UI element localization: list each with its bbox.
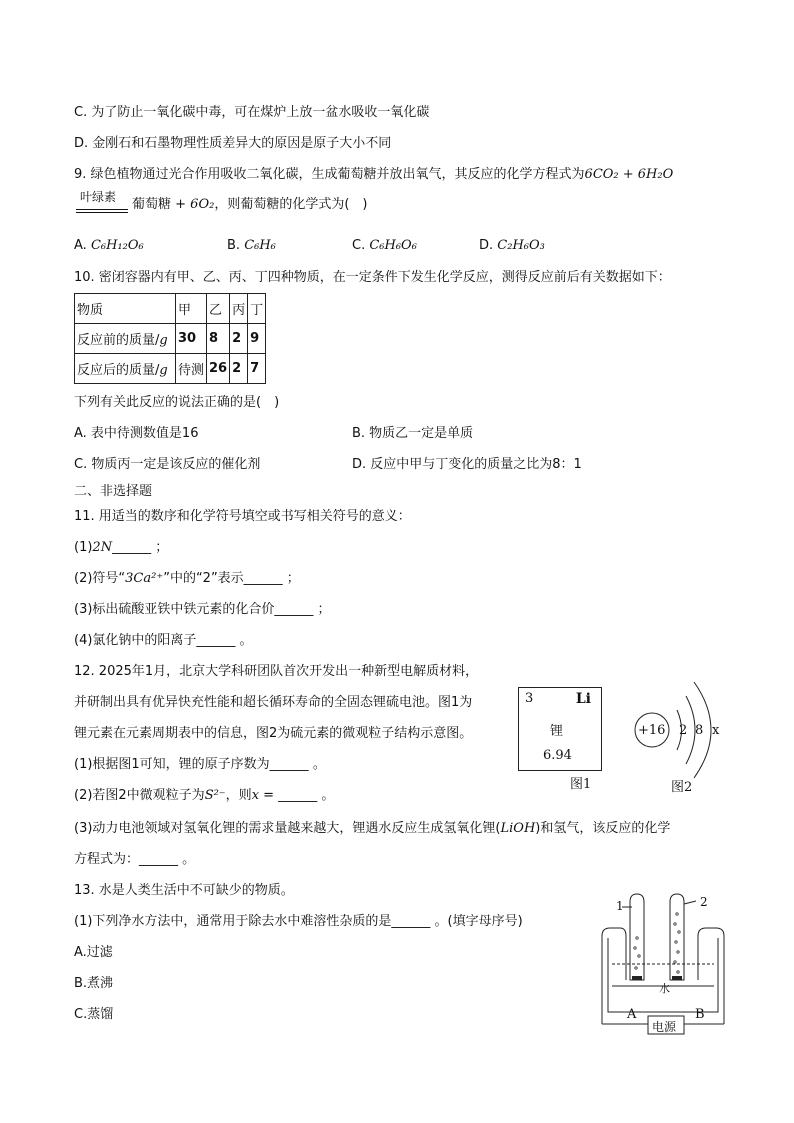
fig3-power-label: 电源 [652,1020,677,1034]
q12-part2-blank: = ______ 。 [259,788,335,803]
q12-stem-line1: 12. 2025年1月，北京大学科研团队首次开发出一种新型电解质材料， [74,664,479,679]
fig3-label-2: 2 [700,895,708,909]
q12-part2-x: x [251,788,260,803]
q12-part3-line2: 方程式为：______ 。 [74,852,196,867]
fig3-beaker [608,938,718,1012]
q13-option-c: C.蒸馏 [74,1007,114,1022]
q11-part2-symbol: 3Ca²⁺ [125,571,164,586]
q13-part1: (1)下列净水方法中，通常用于除去水中难溶性杂质的是______ 。(填字母序号) [74,914,523,929]
q12-stem-line3: 锂元素在元素周期表中的信息，图2为硫元素的微观粒子结构示意图。 [74,726,473,741]
q11-part1 [74,539,168,557]
row-label-unit: g [159,333,168,348]
q9-option-d-letter: D. [479,238,498,253]
table-row [75,354,266,384]
q9-arrow-line-bottom [76,212,128,213]
table-header-cell: 甲 [176,294,207,324]
fig3-electrode-2 [672,976,682,980]
fig2-shell2-count: 8 [695,723,704,738]
q11-part2 [74,570,300,588]
table-row [75,294,266,324]
q10-mass-table [74,293,266,384]
table-cell: 2 [230,354,248,384]
fig3-label-1: 1 [616,899,624,913]
q9-eq-right-text: 葡萄糖 + [132,197,191,212]
q10-after-table: 下列有关此反应的说法正确的是( ) [74,395,280,410]
q9-eq-o2: 6O₂ [190,197,215,212]
fig3-tube-2 [670,894,684,980]
q9-option-a [74,237,144,255]
fig1-atomic-number: 3 [525,691,534,706]
fig1-caption: 图1 [570,777,592,792]
row-label-text: 反应前的质量/ [77,333,160,348]
fig2-shell-arc-2 [686,696,695,764]
fig1-element-cell [518,687,602,771]
fig3-label2-leader [684,901,696,904]
q11-stem: 11. 用适当的数序和化学符号填空或书写相关符号的意义： [74,509,411,524]
q10-option-d: D. 反应中甲与丁变化的质量之比为8：1 [352,457,582,472]
q9-option-c-formula: C₆H₆O₆ [369,238,417,253]
q9-option-b-letter: B. [227,238,245,253]
fig3-wire-left [602,928,626,1024]
fig3-water-label: 水 [659,982,670,995]
table-cell: 8 [207,324,230,354]
table-cell: 待测 [176,354,207,384]
table-cell: 30 [176,324,207,354]
q13-option-b: B.煮沸 [74,976,114,991]
q12-part3-line1 [74,820,670,838]
q12-part2-then: ，则 [225,788,252,803]
q13-option-a: A.过滤 [74,945,113,960]
q11-part2-blank: ”中的“2”表示______ ； [163,571,300,586]
q9-option-a-letter: A. [74,238,91,253]
q8-option-c: C. 为了防止一氧化碳中毒，可在煤炉上放一盆水吸收一氧化碳 [74,105,430,120]
q9-reaction-arrow [74,190,128,214]
q9-option-d [479,237,545,255]
q9-option-c [352,237,417,255]
q9-option-c-letter: C. [352,238,370,253]
q9-equation-line [74,190,368,214]
table-header-cell: 物质 [75,294,176,324]
q10-stem: 10. 密闭容器内有甲、乙、丙、丁四种物质，在一定条件下发生化学反应，测得反应前后有关数据如下： [74,270,671,285]
fig1-element-name: 锂 [550,724,564,739]
fig1-symbol: Li [575,691,591,707]
q12-part3-text2: )和氢气，该反应的化学 [535,821,671,836]
table-cell: 2 [230,324,248,354]
table-header-cell: 丁 [248,294,266,324]
fig3-label-b: B [695,1007,705,1022]
q12-part2 [74,787,334,805]
row-label-text: 反应后的质量/ [77,363,160,378]
q11-part1-blank: ______ ； [112,540,169,555]
q10-option-b: B. 物质乙一定是单质 [352,426,474,441]
fig2-shell3-count: x [712,723,720,738]
q11-part1-symbol: 2N [92,540,113,555]
q10-option-c: C. 物质丙一定是该反应的催化剂 [74,457,261,472]
q9-option-b [227,237,276,255]
fig3-label-a: A [627,1007,637,1022]
q12-stem-line2: 并研制出具有优异快充性能和超长循环寿命的全固态锂硫电池。图1为 [74,695,473,710]
table-cell: 26 [207,354,230,384]
q13-stem: 13. 水是人类生活中不可缺少的物质。 [74,883,294,898]
q12-part2-ion: S²⁻ [204,788,226,803]
q12-part3-formula: LiOH [500,821,536,836]
fig1-atomic-mass: 6.94 [543,748,572,763]
table-cell: 7 [248,354,266,384]
table-row-label [75,324,176,354]
q9-option-d-formula: C₂H₆O₃ [497,238,545,253]
table-row-label [75,354,176,384]
q11-part2-text: (2)符号“ [74,571,126,586]
q12-part1: (1)根据图1可知，锂的原子序数为______ 。 [74,757,326,772]
table-header-cell: 丙 [230,294,248,324]
q11-part4: (4)氯化钠中的阳离子______ 。 [74,633,253,648]
q10-option-a: A. 表中待测数值是16 [74,426,199,441]
fig2-nucleus-charge: +16 [638,723,666,738]
q9-option-a-formula: C₆H₁₂O₆ [90,238,144,253]
q9-catalyst: 叶绿素 [80,190,117,204]
q11-part3: (3)标出硫酸亚铁中铁元素的化合价______ ； [74,602,331,617]
row-label-unit: g [159,363,168,378]
fig3-electrode-1 [632,976,642,980]
fig2-shell1-count: 2 [679,723,688,738]
table-row [75,324,266,354]
table-cell: 9 [248,324,266,354]
q9-option-b-formula: C₆H₆ [244,238,276,253]
q12-part3-text: (3)动力电池领域对氢氧化锂的需求量越来越大，锂遇水反应生成氢氧化锂( [74,821,501,836]
q9-equation-left: 6CO₂ + 6H₂O [584,167,674,182]
q9-stem [74,166,673,184]
q11-part1-num: (1) [74,540,93,555]
q9-arrow-line-top [76,209,128,210]
q9-stem-text: 9. 绿色植物通过光合作用吸收二氧化碳，生成葡萄糖并放出氧气，其反应的化学方程式为 [74,167,585,182]
table-header-cell: 乙 [207,294,230,324]
q9-question: ，则葡萄糖的化学式为( ) [214,197,368,212]
section-title: 二、非选择题 [74,484,153,499]
q8-option-d: D. 金刚石和石墨物理性质差异大的原因是原子大小不同 [74,136,392,151]
fig2-caption: 图2 [671,780,693,795]
q12-part2-text: (2)若图2中微观粒子为 [74,788,205,803]
